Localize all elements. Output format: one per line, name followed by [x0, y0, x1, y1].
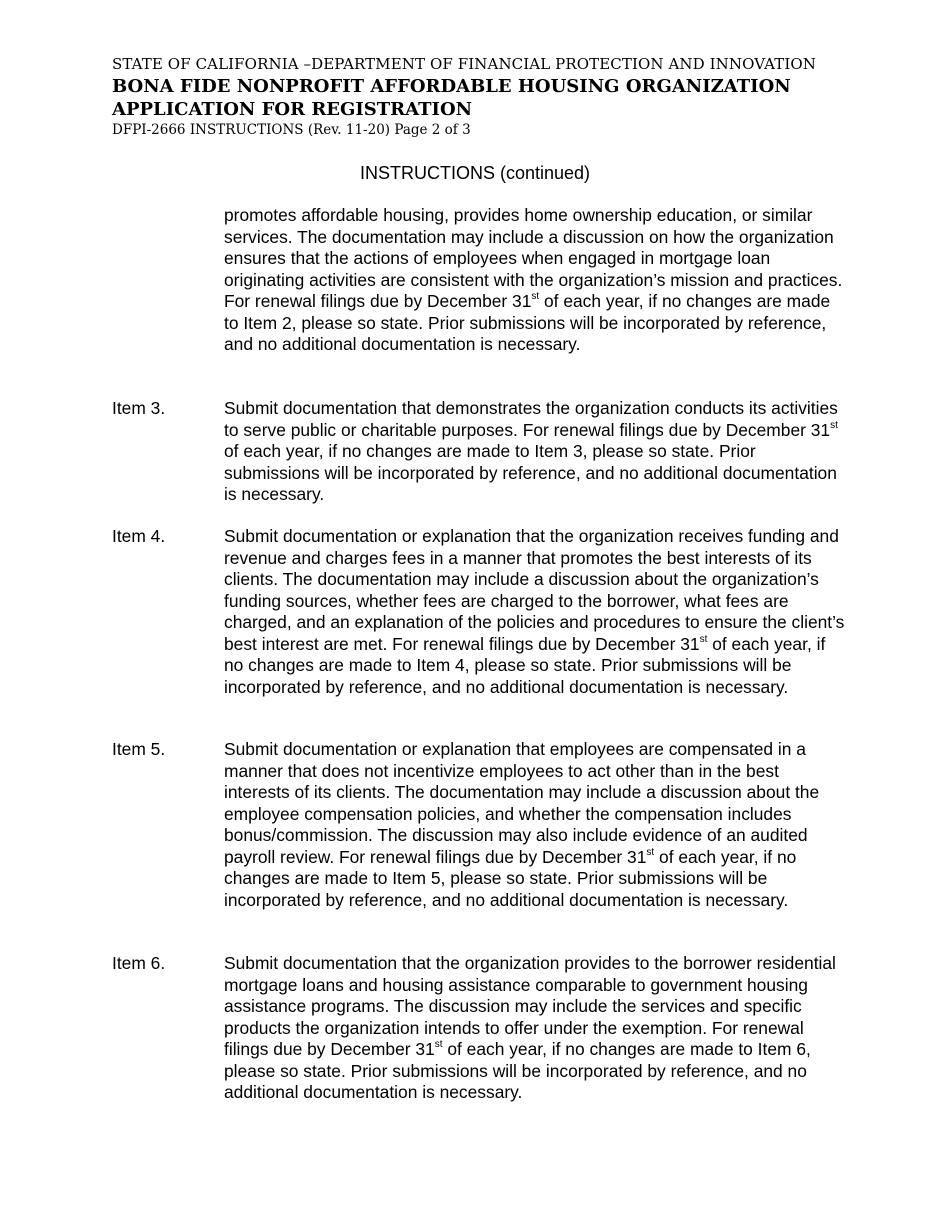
paragraph-text-end: of each year, if no changes are made to Item 4, please so state. Prior submissions will be incorporated by reference, and no additional documentation is necessary. — [224, 633, 826, 697]
item-description — [224, 739, 848, 911]
item-label: Item 5. — [112, 739, 166, 759]
paragraph-text: Submit documentation or explanation that employees are compensated in a manner that does not incentivize employees to act other than in the best interests of its clients. The documentation may include a discussion about the employee compensation policies, and whether the compensation includes bonus/commission. The discussion may also include evidence of an audited payroll review. For renewal filings due by December 31 — [224, 739, 820, 867]
paragraph-text-end: of each year, if no changes are made to Item 2, please so state. Prior submissions will be incorporated by reference, and no additional documentation is necessary. — [224, 291, 831, 354]
form-title: BONA FIDE NONPROFIT AFFORDABLE HOUSING ORGANIZATION APPLICATION FOR REGISTRATION — [112, 76, 791, 120]
item-label: Item 6. — [112, 953, 166, 973]
paragraph-text: Submit documentation that the organization provides to the borrower residential mortgage loans and housing assistance comparable to government housing assistance programs. The discussion may include the services and specific products the organization intends to offer under the exemption. For renewal filings due by December 31 — [224, 953, 836, 1059]
ordinal-suffix: st — [646, 846, 655, 858]
item-description — [224, 526, 848, 698]
paragraph-text: promotes affordable housing, provides home ownership education, or similar services. The documentation may include a discussion on how the organization ensures that the actions of employees when engaged in mortgage loan originating activities are consistent with the organization’s mission and practices. For renewal filings due by December 31 — [224, 205, 843, 311]
document-header — [112, 55, 872, 139]
paragraph-text: Submit documentation that demonstrates the organization conducts its activities to serve public or charitable purposes. For renewal filings due by December 31 — [224, 398, 838, 440]
agency-line: STATE OF CALIFORNIA –DEPARTMENT OF FINANCIAL PROTECTION AND INNOVATION — [112, 55, 817, 73]
paragraph-text-end: of each year, if no changes are made to Item 5, please so state. Prior submissions will be incorporated by reference, and no additional documentation is necessary. — [224, 846, 797, 910]
paragraph-text-end: of each year, if no changes are made to Item 3, please so state. Prior submissions will be incorporated by reference, and no additional documentation is necessary. — [224, 441, 837, 504]
ordinal-suffix: st — [699, 633, 708, 645]
ordinal-suffix: st — [830, 419, 838, 431]
item-description — [224, 398, 848, 506]
item-label: Item 3. — [112, 398, 166, 418]
paragraph-text-end: of each year, if no changes are made to Item 6, please so state. Prior submissions will be incorporated by reference, and no additional documentation is necessary. — [224, 1039, 811, 1102]
ordinal-suffix: st — [434, 1039, 443, 1051]
item-label: Item 4. — [112, 526, 166, 546]
form-id-line: DFPI-2666 INSTRUCTIONS (Rev. 11-20) Page 2 of 3 — [112, 122, 471, 138]
item-2-continuation — [224, 205, 846, 356]
section-heading: INSTRUCTIONS (continued) — [359, 163, 591, 183]
ordinal-suffix: st — [531, 291, 540, 303]
item-description — [224, 953, 848, 1104]
paragraph-text: Submit documentation or explanation that the organization receives funding and revenue and charges fees in a manner that promotes the best interests of its clients. The documentation may include a discussion about the organization’s funding sources, whether fees are charged to the borrower, what fees are charged, and an explanation of the policies and procedures to ensure the client’s best interest are met. For renewal filings due by December 31 — [224, 526, 845, 654]
